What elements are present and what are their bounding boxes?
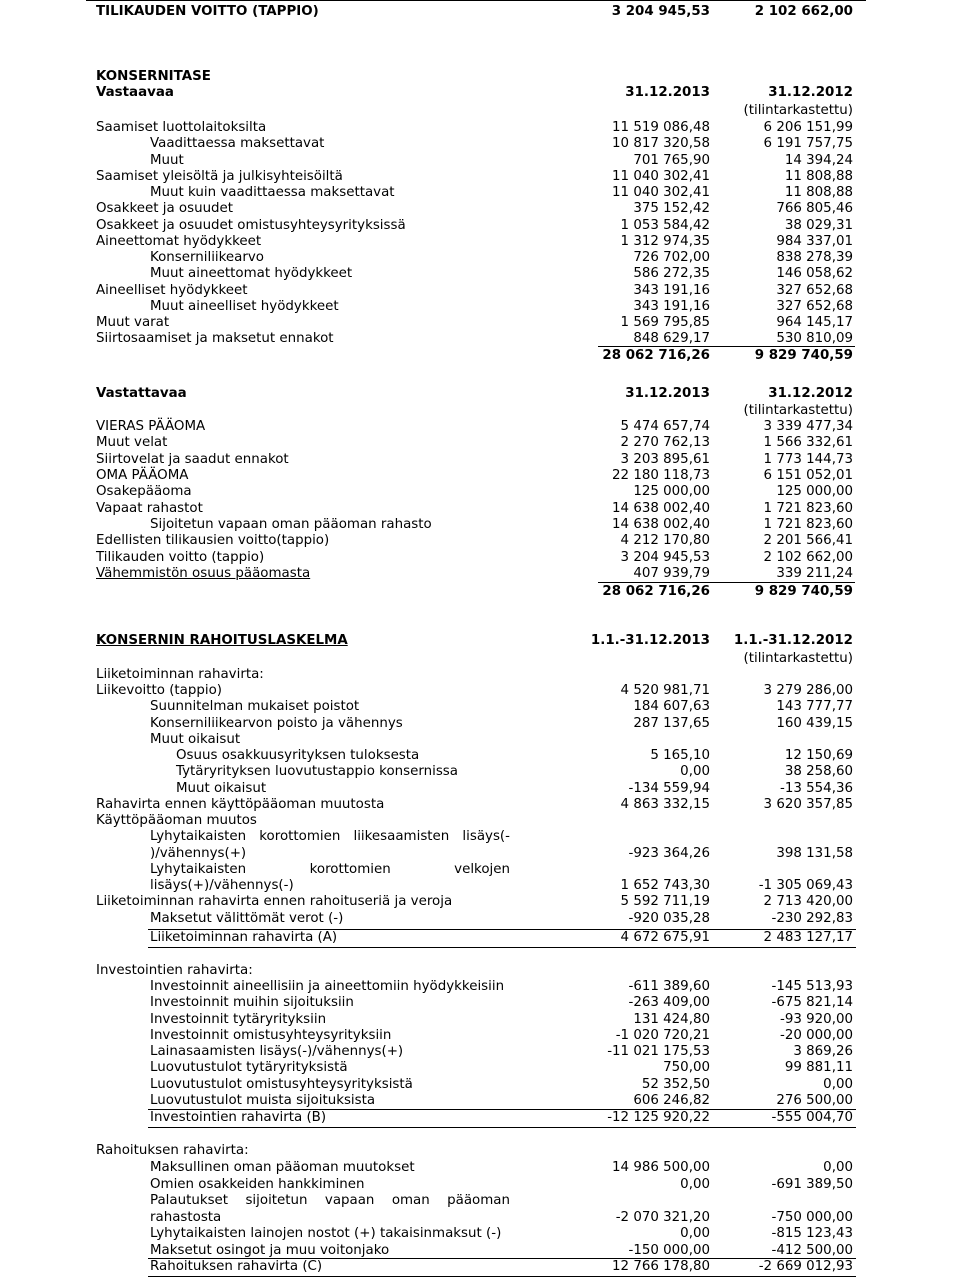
wc-receivables-row bbox=[0, 829, 960, 845]
row-label: Suunnitelman mukaiset poistot bbox=[150, 699, 360, 715]
value-2013: 4 520 981,71 bbox=[620, 683, 710, 698]
table-row bbox=[0, 533, 960, 549]
table-row bbox=[0, 1160, 960, 1176]
assets-total-row bbox=[0, 348, 960, 364]
word: velkojen bbox=[454, 862, 510, 877]
value-2012: 2 483 127,17 bbox=[763, 930, 853, 945]
word: korottomien bbox=[259, 829, 341, 844]
liabilities-total-row bbox=[0, 584, 960, 600]
operating-header bbox=[0, 667, 960, 683]
total-2013: 28 062 716,26 bbox=[602, 348, 710, 363]
value-2013: 375 152,42 bbox=[633, 201, 710, 217]
value-2013: -11 021 175,53 bbox=[607, 1044, 710, 1059]
cashflow-audited-note bbox=[0, 651, 960, 667]
row-label: Investoinnit omistusyhteysyrityksiin bbox=[150, 1027, 392, 1043]
value-2013: 4 212 170,80 bbox=[620, 533, 710, 549]
top-rule bbox=[86, 0, 866, 1]
value-2012: 327 652,68 bbox=[776, 298, 853, 314]
table-row bbox=[0, 283, 960, 299]
table-row bbox=[0, 732, 960, 748]
row-label: lisäys(+)/vähennys(-) bbox=[150, 878, 294, 893]
value-2012: 3 620 357,85 bbox=[763, 796, 853, 812]
row-label: Liikevoitto (tappio) bbox=[96, 683, 223, 698]
word: oman bbox=[391, 1193, 430, 1208]
value-2013: 0,00 bbox=[680, 764, 710, 780]
value-2013: 11 040 302,41 bbox=[612, 185, 710, 200]
value-2013: 22 180 118,73 bbox=[612, 468, 710, 484]
wc-receivables-row-2 bbox=[0, 846, 960, 862]
value-2013: 4 672 675,91 bbox=[620, 930, 710, 945]
table-row bbox=[0, 1044, 960, 1060]
value-2013: 287 137,65 bbox=[633, 715, 710, 731]
liabilities-audited-note bbox=[0, 403, 960, 419]
value-2012: 11 808,88 bbox=[784, 168, 853, 184]
value-2013: 0,00 bbox=[680, 1176, 710, 1192]
value-2013: 343 191,16 bbox=[633, 298, 710, 314]
word: liikesaamisten bbox=[353, 829, 450, 844]
value-2013: 3 204 945,53 bbox=[620, 549, 710, 565]
fin-reserve-row-2 bbox=[0, 1210, 960, 1226]
value-2012: 1 566 332,61 bbox=[763, 435, 853, 451]
col-2012: 1.1.-31.12.2012 bbox=[733, 633, 853, 648]
row-label: Sijoitetun vapaan oman pääoman rahasto bbox=[150, 517, 432, 533]
table-row bbox=[0, 484, 960, 500]
value-2013: 1 312 974,35 bbox=[620, 233, 710, 249]
row-label: Investoinnit tytäryrityksiin bbox=[150, 1011, 327, 1027]
value-2012: -691 389,50 bbox=[771, 1176, 853, 1192]
value-2012: 14 394,24 bbox=[784, 152, 853, 168]
word: lisäys(- bbox=[462, 829, 510, 844]
table-row bbox=[0, 218, 960, 234]
table-row bbox=[0, 1177, 960, 1193]
value-2013: 848 629,17 bbox=[633, 331, 710, 347]
value-2012: 964 145,17 bbox=[776, 315, 853, 330]
word: pääoman bbox=[447, 1193, 510, 1208]
value-2012: 6 206 151,99 bbox=[763, 120, 853, 135]
table-row bbox=[0, 748, 960, 764]
value-2013: 0,00 bbox=[680, 1226, 710, 1241]
table-row bbox=[0, 468, 960, 484]
value-2013: 701 765,90 bbox=[633, 152, 710, 168]
value-2012: -815 123,43 bbox=[771, 1226, 853, 1241]
cashflow-header bbox=[0, 633, 960, 649]
wc-receivables-label bbox=[150, 829, 510, 845]
value-2012: 327 652,68 bbox=[776, 282, 853, 298]
table-row bbox=[0, 813, 960, 829]
word: vapaan bbox=[324, 1193, 375, 1208]
table-row bbox=[0, 136, 960, 152]
row-label: Muut oikaisut bbox=[176, 780, 267, 796]
table-row bbox=[0, 1093, 960, 1109]
value-2013: 726 702,00 bbox=[633, 250, 710, 265]
value-2012: 6 191 757,75 bbox=[763, 136, 853, 152]
fin-total-bottom-rule bbox=[148, 1276, 856, 1277]
value-2012: -20 000,00 bbox=[780, 1027, 853, 1043]
value-2012: 1 721 823,60 bbox=[763, 500, 853, 516]
col-2013: 1.1.-31.12.2013 bbox=[590, 633, 710, 648]
inv-total-row bbox=[0, 1110, 960, 1126]
table-row bbox=[0, 501, 960, 517]
liabilities-total-rule bbox=[598, 582, 855, 583]
value-2013: -263 409,00 bbox=[628, 995, 710, 1011]
value-2013: 407 939,79 bbox=[633, 566, 710, 582]
total-2012: 9 829 740,59 bbox=[754, 584, 853, 599]
net-profit-row bbox=[0, 4, 960, 20]
row-label: )/vähennys(+) bbox=[150, 846, 247, 861]
row-label: Omien osakkeiden hankkiminen bbox=[150, 1176, 365, 1192]
row-label: Liiketoiminnan rahavirta (A) bbox=[150, 930, 338, 945]
row-label: Käyttöpääoman muutos bbox=[96, 813, 257, 828]
row-label: Vaadittaessa maksettavat bbox=[150, 136, 325, 152]
total-2013: 28 062 716,26 bbox=[602, 584, 710, 599]
table-row bbox=[0, 517, 960, 533]
row-label: Luovutustulot muista sijoituksista bbox=[150, 1092, 376, 1108]
table-row bbox=[0, 781, 960, 797]
table-row bbox=[0, 299, 960, 315]
subsection-title: Investointien rahavirta: bbox=[96, 963, 253, 978]
value-2013: -134 559,94 bbox=[628, 780, 710, 796]
value-2013: 3 203 895,61 bbox=[620, 451, 710, 467]
word: Lyhytaikaisten bbox=[150, 862, 247, 877]
table-row bbox=[0, 1243, 960, 1259]
col-2013: 31.12.2013 bbox=[625, 85, 710, 100]
value-2012: 2 102 662,00 bbox=[763, 549, 853, 565]
value-2013: 131 424,80 bbox=[633, 1011, 710, 1027]
value-2012: 276 500,00 bbox=[776, 1092, 853, 1108]
value-2013: 10 817 320,58 bbox=[612, 136, 710, 152]
row-label: Lainasaamisten lisäys(-)/vähennys(+) bbox=[150, 1044, 404, 1059]
assets-title: Vastaavaa bbox=[96, 85, 174, 100]
row-label: Vapaat rahastot bbox=[96, 500, 203, 516]
total-2012: 9 829 740,59 bbox=[754, 348, 853, 363]
table-row bbox=[0, 234, 960, 250]
table-row bbox=[0, 266, 960, 282]
table-row bbox=[0, 911, 960, 927]
value-2013: 11 519 086,48 bbox=[612, 120, 710, 135]
value-2013: 12 766 178,80 bbox=[612, 1259, 710, 1274]
value-2012: 160 439,15 bbox=[776, 715, 853, 731]
value-2012: 3 869,26 bbox=[793, 1044, 853, 1059]
assets-total-rule bbox=[598, 346, 855, 347]
row-label: rahastosta bbox=[150, 1210, 222, 1225]
assets-header bbox=[0, 85, 960, 101]
table-row bbox=[0, 185, 960, 201]
section-title: KONSERNITASE bbox=[96, 69, 211, 84]
row-label: VIERAS PÄÄOMA bbox=[96, 419, 206, 434]
row-label: Saamiset yleisöltä ja julkisyhteisöiltä bbox=[96, 168, 343, 184]
value-2012: 0,00 bbox=[823, 1160, 853, 1175]
table-row bbox=[0, 1226, 960, 1242]
value-2013: 125 000,00 bbox=[633, 484, 710, 500]
table-row bbox=[0, 120, 960, 136]
value-2012: -1 305 069,43 bbox=[758, 878, 853, 893]
row-label: Siirtovelat ja saadut ennakot bbox=[96, 451, 289, 467]
table-row bbox=[0, 435, 960, 451]
row-label: Investointien rahavirta (B) bbox=[150, 1110, 327, 1125]
inv-total-bottom-rule bbox=[148, 1127, 856, 1128]
value-2013: -920 035,28 bbox=[628, 910, 710, 926]
value-2013: 606 246,82 bbox=[633, 1092, 710, 1108]
value-2013: -12 125 920,22 bbox=[607, 1110, 710, 1125]
row-label: Maksullinen oman pääoman muutokset bbox=[150, 1160, 415, 1175]
row-label: Maksetut osingot ja muu voitonjako bbox=[150, 1242, 390, 1258]
value-2013: 5 592 711,19 bbox=[620, 894, 710, 909]
row-label: Osuus osakkuusyrityksen tuloksesta bbox=[176, 748, 420, 763]
word: korottomien bbox=[309, 862, 391, 877]
value-2012: 339 211,24 bbox=[776, 566, 853, 582]
table-row bbox=[0, 169, 960, 185]
row-label: Investoinnit muihin sijoituksiin bbox=[150, 995, 354, 1011]
wc-payables-label bbox=[150, 862, 510, 878]
table-row bbox=[0, 550, 960, 566]
value-2013: 1 652 743,30 bbox=[620, 878, 710, 893]
table-row bbox=[0, 764, 960, 780]
col-2013: 31.12.2013 bbox=[625, 386, 710, 401]
liabilities-title: Vastattavaa bbox=[96, 386, 187, 401]
table-row bbox=[0, 1028, 960, 1044]
value-2012: 2 713 420,00 bbox=[763, 894, 853, 909]
row-label: OMA PÄÄOMA bbox=[96, 468, 189, 484]
assets-audited-note bbox=[0, 103, 960, 119]
value-2012: -750 000,00 bbox=[771, 1210, 853, 1225]
col-2012: 31.12.2012 bbox=[768, 386, 853, 401]
value-2013: -150 000,00 bbox=[628, 1242, 710, 1258]
value-2012: 2 201 566,41 bbox=[763, 533, 853, 549]
value-2012: 3 339 477,34 bbox=[763, 419, 853, 434]
row-label: Muut bbox=[150, 152, 184, 168]
value-2012: 766 805,46 bbox=[776, 201, 853, 217]
audited-label: (tilintarkastettu) bbox=[743, 403, 853, 418]
row-label: Tilikauden voitto (tappio) bbox=[96, 549, 265, 565]
row-label: Muut aineelliset hyödykkeet bbox=[150, 298, 339, 314]
subsection-title: Liiketoiminnan rahavirta: bbox=[96, 667, 264, 682]
value-2012: 838 278,39 bbox=[776, 250, 853, 265]
value-2012: 38 029,31 bbox=[784, 217, 853, 233]
value-2013: 1 569 795,85 bbox=[620, 315, 710, 330]
value-2012: -555 004,70 bbox=[771, 1110, 853, 1125]
row-label: Luovutustulot tytäryrityksistä bbox=[150, 1060, 348, 1076]
wc-payables-row bbox=[0, 862, 960, 878]
audited-label: (tilintarkastettu) bbox=[743, 651, 853, 666]
table-row bbox=[0, 315, 960, 331]
value-2012: 6 151 052,01 bbox=[763, 468, 853, 484]
row-label: Edellisten tilikausien voitto(tappio) bbox=[96, 533, 330, 549]
value-2013: 14 986 500,00 bbox=[612, 1160, 710, 1175]
row-label: Tytäryrityksen luovutustappio konsernissa bbox=[176, 764, 458, 780]
value-2013: 3 204 945,53 bbox=[611, 4, 710, 19]
row-label: Muut varat bbox=[96, 315, 170, 330]
table-row bbox=[0, 683, 960, 699]
table-row bbox=[0, 699, 960, 715]
op-total-bottom-rule bbox=[148, 947, 856, 948]
wc-payables-row-2 bbox=[0, 878, 960, 894]
value-2012: -412 500,00 bbox=[771, 1242, 853, 1258]
row-label: Muut aineettomat hyödykkeet bbox=[150, 266, 353, 282]
table-row bbox=[0, 452, 960, 468]
value-2013: 750,00 bbox=[663, 1060, 710, 1076]
liabilities-header bbox=[0, 386, 960, 402]
value-2012: 1 721 823,60 bbox=[763, 517, 853, 533]
row-label: Aineelliset hyödykkeet bbox=[96, 282, 248, 298]
table-row bbox=[0, 797, 960, 813]
row-label: Siirtosaamiset ja maksetut ennakot bbox=[96, 331, 334, 347]
table-row bbox=[0, 201, 960, 217]
value-2012: -2 669 012,93 bbox=[758, 1259, 853, 1274]
value-2012: 984 337,01 bbox=[776, 233, 853, 249]
value-2013: 14 638 002,40 bbox=[612, 500, 710, 516]
value-2012: -675 821,14 bbox=[771, 995, 853, 1011]
table-row bbox=[0, 331, 960, 347]
value-2012: 12 150,69 bbox=[784, 748, 853, 763]
row-label: Aineettomat hyödykkeet bbox=[96, 233, 262, 249]
table-row bbox=[0, 1077, 960, 1093]
value-2013: 343 191,16 bbox=[633, 282, 710, 298]
value-2012: 146 058,62 bbox=[776, 266, 853, 282]
value-2013: 52 352,50 bbox=[641, 1076, 710, 1092]
subsection-title: Rahoituksen rahavirta: bbox=[96, 1143, 249, 1158]
row-label: Vähemmistön osuus pääomasta bbox=[96, 566, 311, 582]
row-label: Liiketoiminnan rahavirta ennen rahoituseriä ja veroja bbox=[96, 894, 453, 909]
word: sijoitetun bbox=[245, 1193, 308, 1208]
table-row bbox=[0, 250, 960, 266]
cashflow-title: KONSERNIN RAHOITUSLASKELMA bbox=[96, 633, 348, 648]
value-2012: -13 554,36 bbox=[780, 780, 853, 796]
value-2013: 14 638 002,40 bbox=[612, 517, 710, 533]
word: Lyhytaikaisten bbox=[150, 829, 247, 844]
row-label: TILIKAUDEN VOITTO (TAPPIO) bbox=[96, 4, 319, 19]
row-label: Lyhytaikaisten lainojen nostot (+) takaisinmaksut (-) bbox=[150, 1226, 502, 1241]
row-label: Osakepääoma bbox=[96, 484, 192, 500]
group-balance-title bbox=[0, 69, 960, 85]
value-2012: 2 102 662,00 bbox=[754, 4, 853, 19]
table-row bbox=[0, 716, 960, 732]
value-2013: -611 389,60 bbox=[628, 979, 710, 994]
value-2013: 1 053 584,42 bbox=[620, 217, 710, 233]
value-2013: 5 474 657,74 bbox=[620, 419, 710, 434]
op-total-row bbox=[0, 930, 960, 946]
table-row bbox=[0, 1060, 960, 1076]
financing-header bbox=[0, 1143, 960, 1159]
col-2012: 31.12.2012 bbox=[768, 85, 853, 100]
row-label: Konserniliikearvo bbox=[150, 250, 264, 265]
row-label: Muut oikaisut bbox=[150, 731, 241, 747]
value-2013: -2 070 321,20 bbox=[615, 1210, 710, 1225]
row-label: Investoinnit aineellisiin ja aineettomiin hyödykkeisiin bbox=[150, 979, 505, 994]
value-2012: 99 881,11 bbox=[784, 1060, 853, 1076]
value-2013: 184 607,63 bbox=[633, 699, 710, 715]
table-row bbox=[0, 153, 960, 169]
fin-total-row bbox=[0, 1259, 960, 1275]
row-label: Konserniliikearvon poisto ja vähennys bbox=[150, 715, 403, 731]
value-2013: -923 364,26 bbox=[628, 846, 710, 861]
value-2012: 11 808,88 bbox=[784, 185, 853, 200]
value-2012: 125 000,00 bbox=[776, 484, 853, 500]
row-label: Muut kuin vaadittaessa maksettavat bbox=[150, 185, 395, 200]
row-label: Maksetut välittömät verot (-) bbox=[150, 910, 344, 926]
table-row bbox=[0, 995, 960, 1011]
value-2012: 398 131,58 bbox=[776, 846, 853, 861]
value-2012: -93 920,00 bbox=[780, 1011, 853, 1027]
row-label: Saamiset luottolaitoksilta bbox=[96, 120, 267, 135]
value-2013: -1 020 720,21 bbox=[615, 1027, 710, 1043]
table-row bbox=[0, 566, 960, 582]
value-2012: 143 777,77 bbox=[776, 699, 853, 715]
value-2012: -145 513,93 bbox=[771, 979, 853, 994]
table-row bbox=[0, 1012, 960, 1028]
fin-reserve-label bbox=[150, 1193, 510, 1209]
row-label: Osakkeet ja osuudet bbox=[96, 201, 234, 217]
value-2013: 586 272,35 bbox=[633, 266, 710, 282]
row-label: Muut velat bbox=[96, 435, 168, 451]
word: Palautukset bbox=[150, 1193, 229, 1208]
value-2012: -230 292,83 bbox=[771, 910, 853, 926]
value-2013: 11 040 302,41 bbox=[612, 168, 710, 184]
row-label: Rahoituksen rahavirta (C) bbox=[150, 1259, 323, 1274]
value-2012: 0,00 bbox=[823, 1076, 853, 1092]
value-2012: 38 258,60 bbox=[784, 764, 853, 780]
table-row bbox=[0, 894, 960, 910]
investing-header bbox=[0, 963, 960, 979]
row-label: Rahavirta ennen käyttöpääoman muutosta bbox=[96, 796, 385, 812]
value-2013: 4 863 332,15 bbox=[620, 796, 710, 812]
audited-label: (tilintarkastettu) bbox=[743, 103, 853, 118]
fin-reserve-row bbox=[0, 1193, 960, 1209]
value-2012: 1 773 144,73 bbox=[763, 451, 853, 467]
value-2012: 530 810,09 bbox=[776, 331, 853, 347]
value-2012: 3 279 286,00 bbox=[763, 683, 853, 698]
value-2013: 5 165,10 bbox=[650, 748, 710, 763]
row-label: Luovutustulot omistusyhteysyrityksistä bbox=[150, 1076, 413, 1092]
table-row bbox=[0, 979, 960, 995]
table-row bbox=[0, 419, 960, 435]
value-2013: 2 270 762,13 bbox=[620, 435, 710, 451]
row-label: Osakkeet ja osuudet omistusyhteysyrityksissä bbox=[96, 217, 406, 233]
